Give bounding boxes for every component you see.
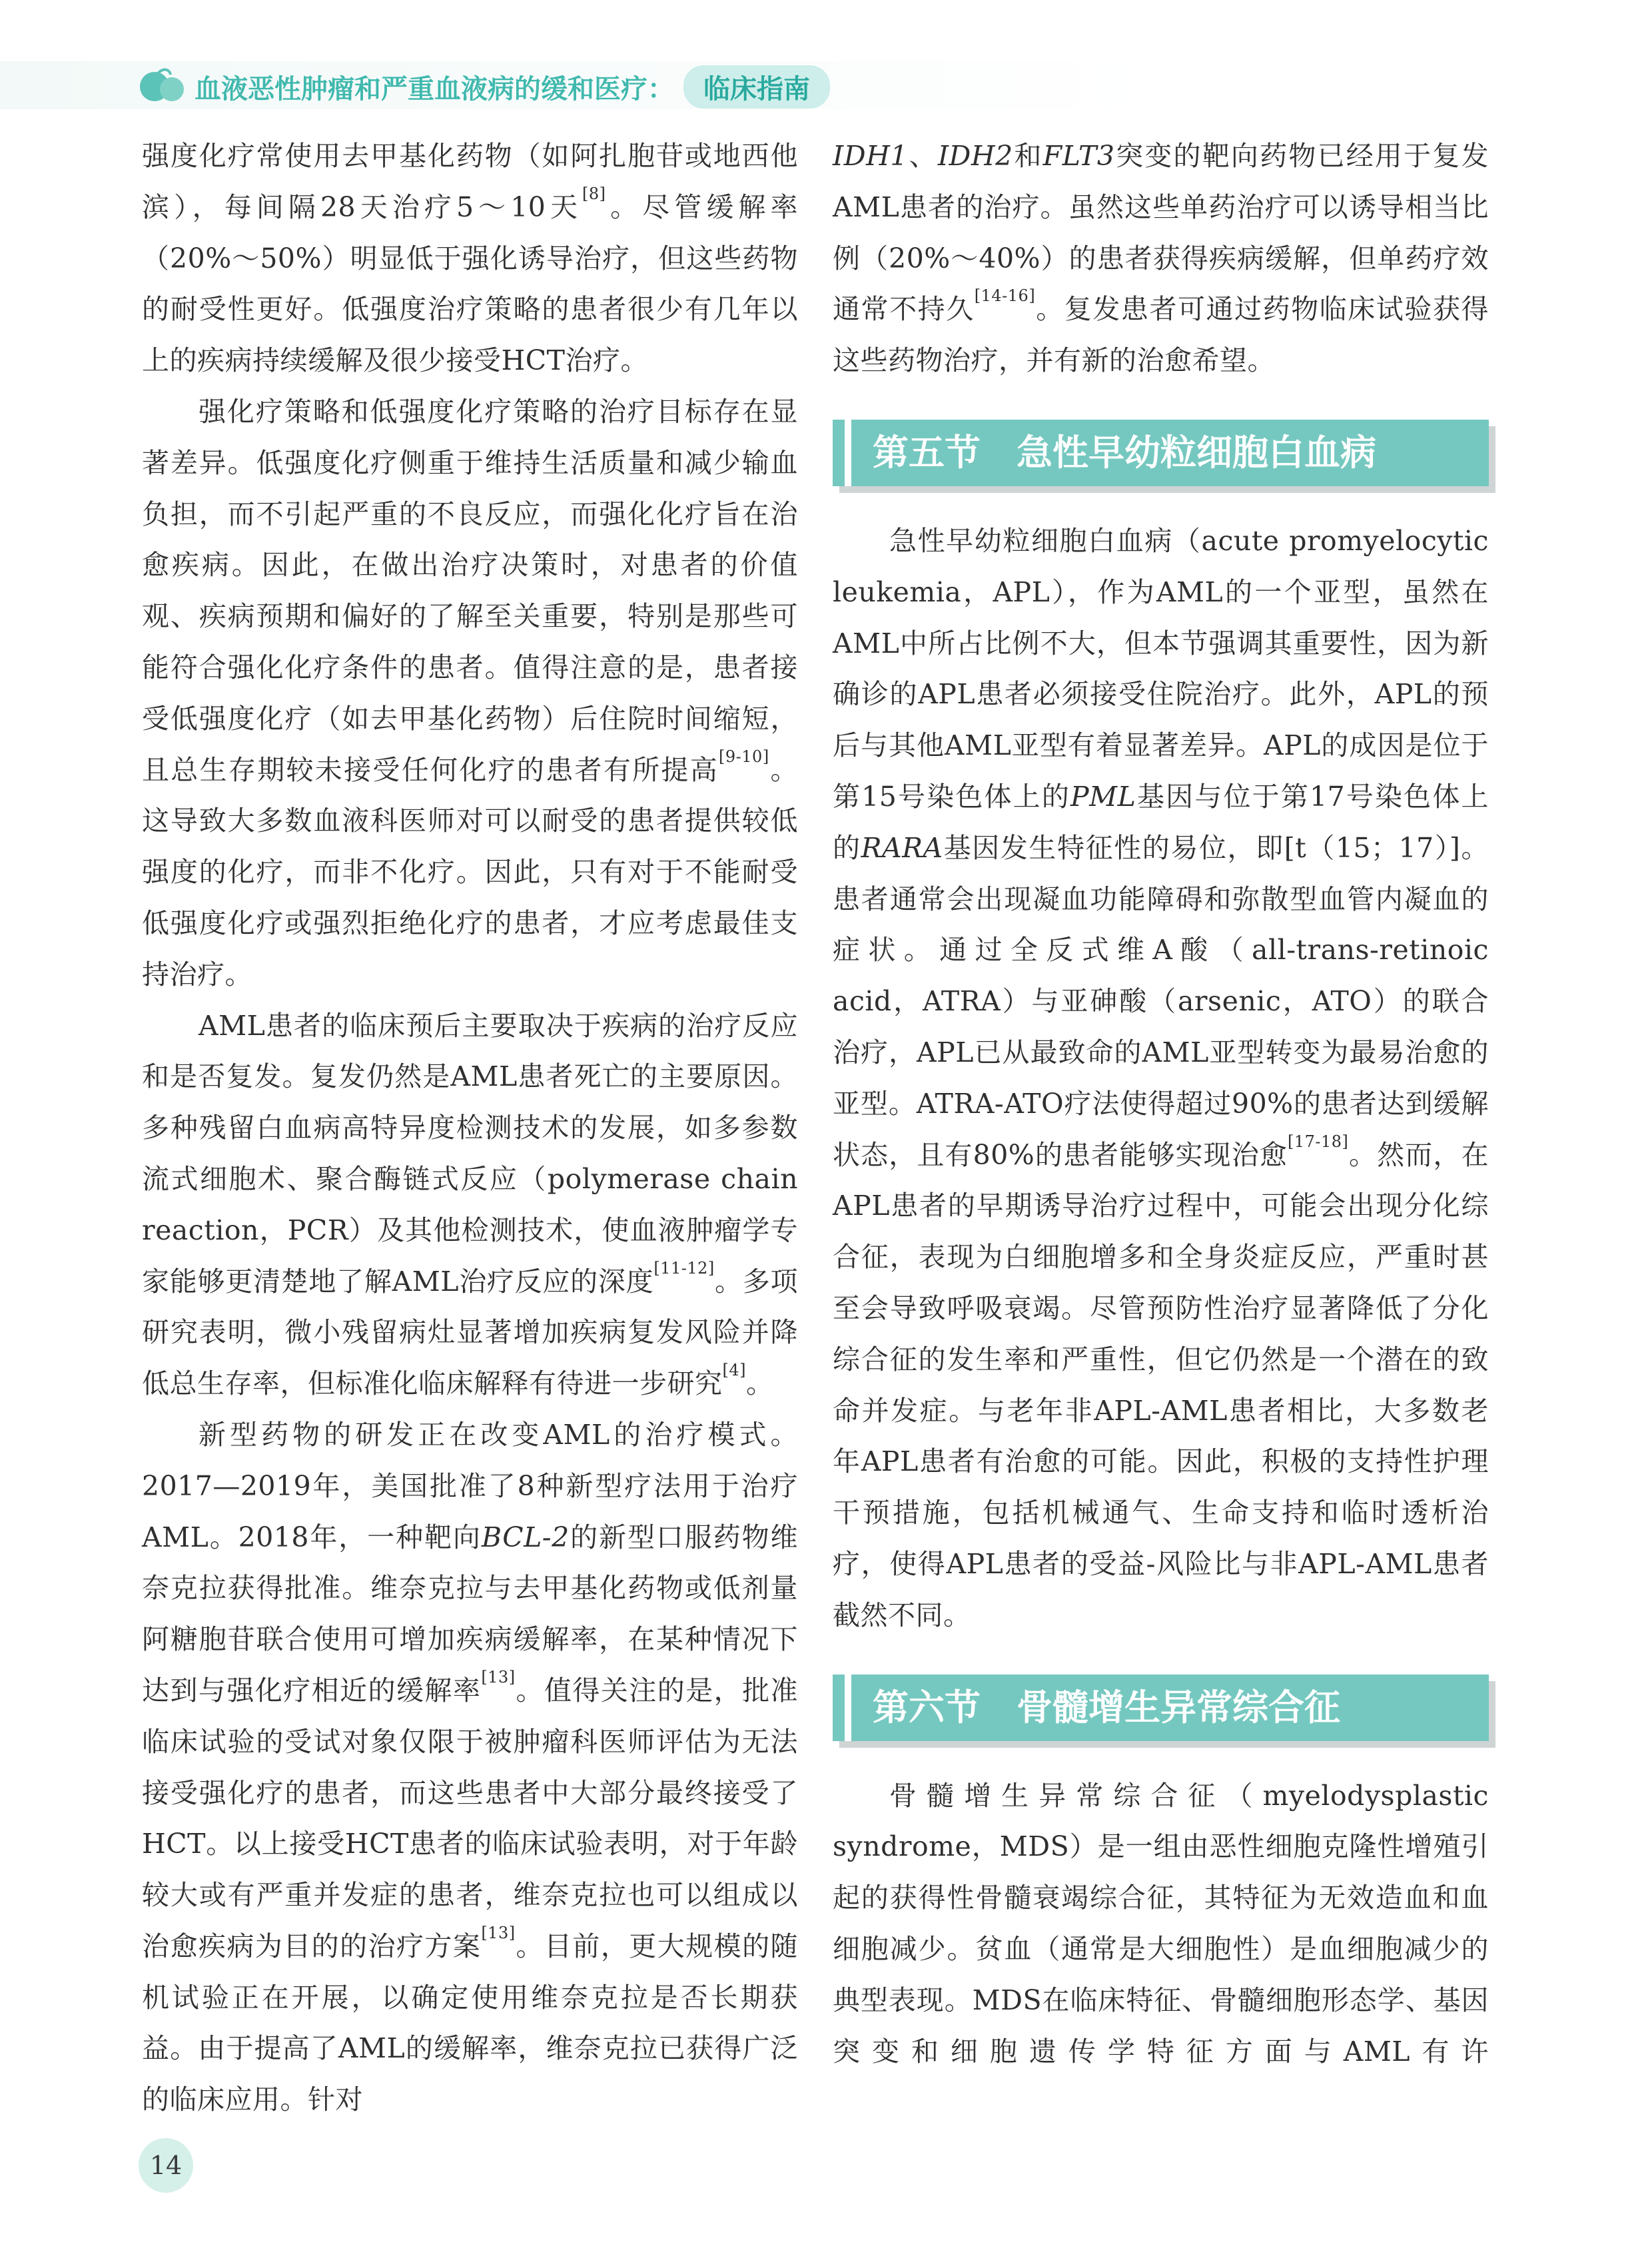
paragraph: IDH1、IDH2和FLT3突变的靶向药物已经用于复发AML患者的治疗。虽然这些单药治疗可以诱导相当比例（20%～40%）的患者获得疾病缓解，但单药疗效通常不持久[14-16]。复发患者可通过药物临床试验获得这些药物治疗，并有新的治愈希望。 xyxy=(833,140,1489,377)
running-header xyxy=(195,67,830,107)
heading-bar xyxy=(845,1675,851,1741)
logo-icon xyxy=(137,64,187,107)
section-title: 第六节 骨髓增生异常综合征 xyxy=(873,1686,1340,1728)
paragraph: 强度化疗常使用去甲基化药物（如阿扎胞苷或地西他滨），每间隔28天治疗5～10天[8]。尽管缓解率（20%～50%）明显低于强化诱导治疗，但这些药物的耐受性更好。低强度治疗策略的患者很少有几年以上的疾病持续缓解及很少接受HCT治疗。 xyxy=(142,140,799,377)
paragraph: 强化疗策略和低强度化疗策略的治疗目标存在显著差异。低强度化疗侧重于维持生活质量和减少输血负担，而不引起严重的不良反应，而强化化疗旨在治愈疾病。因此，在做出治疗决策时，对患者的价值观、疾病预期和偏好的了解至关重要，特别是那些可能符合强化化疗条件的患者。值得注意的是，患者接受低强度化疗（如去甲基化药物）后住院时间缩短，且总生存期较未接受任何化疗的患者有所提高[9-10]。这导致大多数血液科医师对可以耐受的患者提供较低强度的化疗，而非不化疗。因此，只有对于不能耐受低强度化疗或强烈拒绝化疗的患者，才应考虑最佳支持治疗。 xyxy=(142,395,799,990)
left-column xyxy=(142,131,798,2125)
section-title: 第五节 急性早幼粒细胞白血病 xyxy=(873,431,1376,474)
page-number: 14 xyxy=(139,2138,193,2193)
section-heading-6 xyxy=(833,1675,1489,1741)
heading-bar xyxy=(845,420,851,486)
paragraph: 骨髓增生异常综合征（myelodysplastic syndrome，MDS）是一组由恶性细胞克隆性增殖引起的获得性骨髓衰竭综合征，其特征为无效造血和血细胞减少。贫血（通常是大细胞性）是血细胞减少的典型表现。MDS在临床特征、骨髓细胞形态学、基因突变和细胞遗传学特征方面与AML有许 xyxy=(833,1779,1489,2067)
header-badge: 临床指南 xyxy=(683,65,830,109)
header-title: 血液恶性肿瘤和严重血液病的缓和医疗： xyxy=(195,73,674,105)
paragraph: 新型药物的研发正在改变AML的治疗模式。2017—2019年，美国批准了8种新型疗法用于治疗AML。2018年，一种靶向BCL-2的新型口服药物维奈克拉获得批准。维奈克拉与去甲基化药物或低剂量阿糖胞苷联合使用可增加疾病缓解率，在某种情况下达到与强化疗相近的缓解率[13]。值得关注的是，批准临床试验的受试对象仅限于被肿瘤科医师评估为无法接受强化疗的患者，而这些患者中大部分最终接受了HCT。以上接受HCT患者的临床试验表明，对于年龄较大或有严重并发症的患者，维奈克拉也可以组成以治愈疾病为目的的治疗方案[13]。目前，更大规模的随机试验正在开展，以确定使用维奈克拉是否长期获益。由于提高了AML的缓解率，维奈克拉已获得广泛的临床应用。针对 xyxy=(142,1418,799,2116)
section-heading-5 xyxy=(833,420,1489,486)
paragraph: AML患者的临床预后主要取决于疾病的治疗反应和是否复发。复发仍然是AML患者死亡的主要原因。多种残留白血病高特异度检测技术的发展，如多参数流式细胞术、聚合酶链式反应（polymerase chain reaction，PCR）及其他检测技术，使血液肿瘤学专家能够更清楚地了解AML治疗反应的深度[11-12]。多项研究表明，微小残留病灶显著增加疾病复发风险并降低总生存率，但标准化临床解释有待进一步研究[4]。 xyxy=(142,1009,799,1400)
right-column xyxy=(833,131,1489,2077)
paragraph: 急性早幼粒细胞白血病（acute promyelocytic leukemia，APL），作为AML的一个亚型，虽然在AML中所占比例不大，但本节强调其重要性，因为新确诊的APL患者必须接受住院治疗。此外，APL的预后与其他AML亚型有着显著差异。APL的成因是位于第15号染色体上的PML基因与位于第17号染色体上的RARA基因发生特征性的易位，即[t（15；17）]。患者通常会出现凝血功能障碍和弥散型血管内凝血的症状。通过全反式维A酸（all-trans-retinoic acid，ATRA）与亚砷酸（arsenic，ATO）的联合治疗，APL已从最致命的AML亚型转变为最易治愈的亚型。ATRA-ATO疗法使得超过90%的患者达到缓解状态，且有80%的患者能够实现治愈[17-18]。然而，在APL患者的早期诱导治疗过程中，可能会出现分化综合征，表现为白细胞增多和全身炎症反应，严重时甚至会导致呼吸衰竭。尽管预防性治疗显著降低了分化综合征的发生率和严重性，但它仍然是一个潜在的致命并发症。与老年非APL-AML患者相比，大多数老年APL患者有治愈的可能。因此，积极的支持性护理干预措施，包括机械通气、生命支持和临时透析治疗，使得APL患者的受益-风险比与非APL-AML患者截然不同。 xyxy=(833,524,1489,1631)
